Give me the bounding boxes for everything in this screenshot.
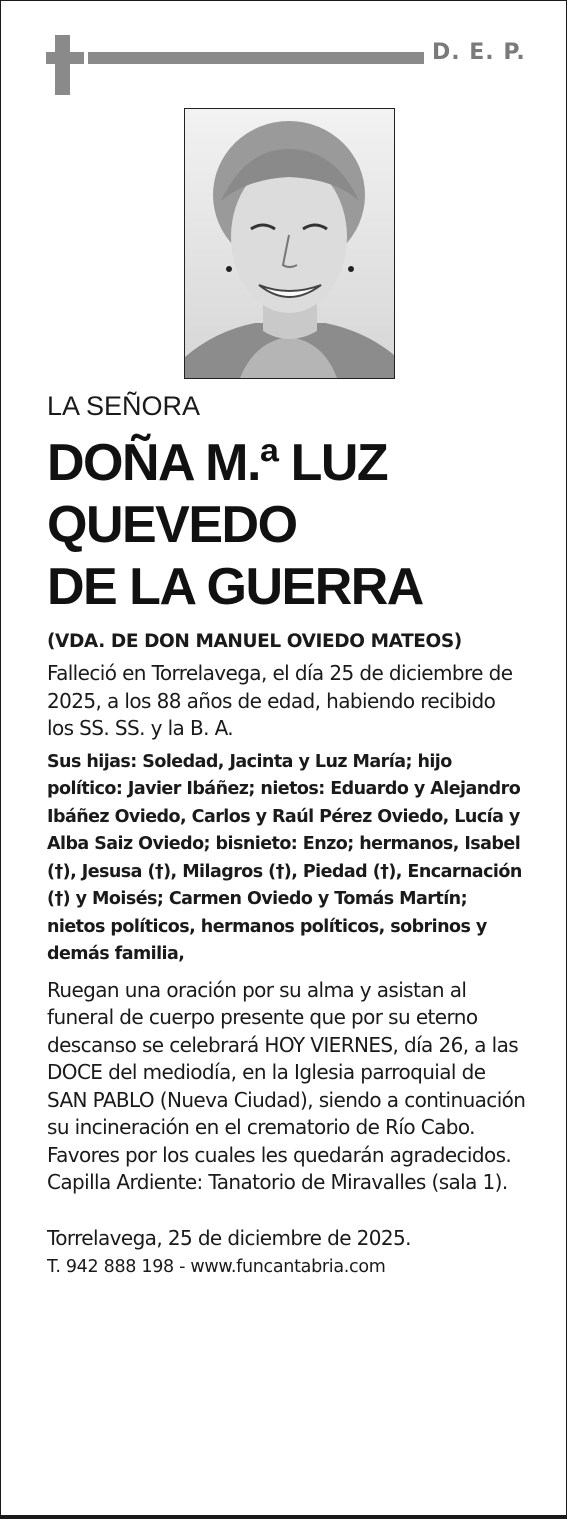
name-line: DE LA GUERRA [47, 558, 423, 616]
header-rule [88, 52, 424, 64]
funeral-details: Ruegan una oración por su alma y asistan al funeral de cuerpo presente que por su eterno descanso se celebrará HOY VIERNES, día 26, a las DOCE del mediodía, en la Iglesia parroquial de SAN PABLO (Nueva Ciudad), siendo a continuación su incineración en el crematorio de Río Cabo. Favores por los cuales les quedarán agradecidos. Capilla Ardiente: Tanatorio de Miravalles (sala 1). [47, 977, 526, 1194]
intro-title: LA SEÑORA [47, 391, 201, 421]
widow-of: (VDA. DE DON MANUEL OVIEDO MATEOS) [47, 631, 462, 652]
contact-info: T. 942 888 198 - www.funcantabria.com [47, 1257, 386, 1277]
deceased-name [47, 432, 527, 618]
family-list: Sus hijas: Soledad, Jacinta y Luz María; hijo político: Javier Ibáñez; nietos: Eduardo y Alejandro Ibáñez Oviedo, Carlos y Raúl Pérez Oviedo, Lucía y Alba Saiz Oviedo; bisnieto: Enzo; hermanos, Isabel (†), Jesusa (†), Milagros (†), Piedad (†), Encarnación (†) y Moisés; Carmen Oviedo y Tomás Martín; nietos políticos, hermanos políticos, sobrinos y demás familia, [47, 751, 522, 964]
dep-label: D. E. P. [432, 40, 526, 65]
name-line: QUEVEDO [47, 496, 297, 554]
name-line: DOÑA M.ª LUZ [47, 434, 388, 492]
death-notice: Falleció en Torrelavega, el día 25 de diciembre de 2025, a los 88 años de edad, habiendo recibido los SS. SS. y la B. A. [47, 661, 513, 740]
obituary-header [0, 30, 567, 100]
obituary-body [47, 388, 527, 1280]
portrait-image [185, 109, 394, 378]
place-date: Torrelavega, 25 de diciembre de 2025. [47, 1225, 411, 1250]
cross-icon [55, 35, 70, 95]
portrait-photo [184, 108, 395, 379]
cross-icon-bar [46, 52, 84, 64]
